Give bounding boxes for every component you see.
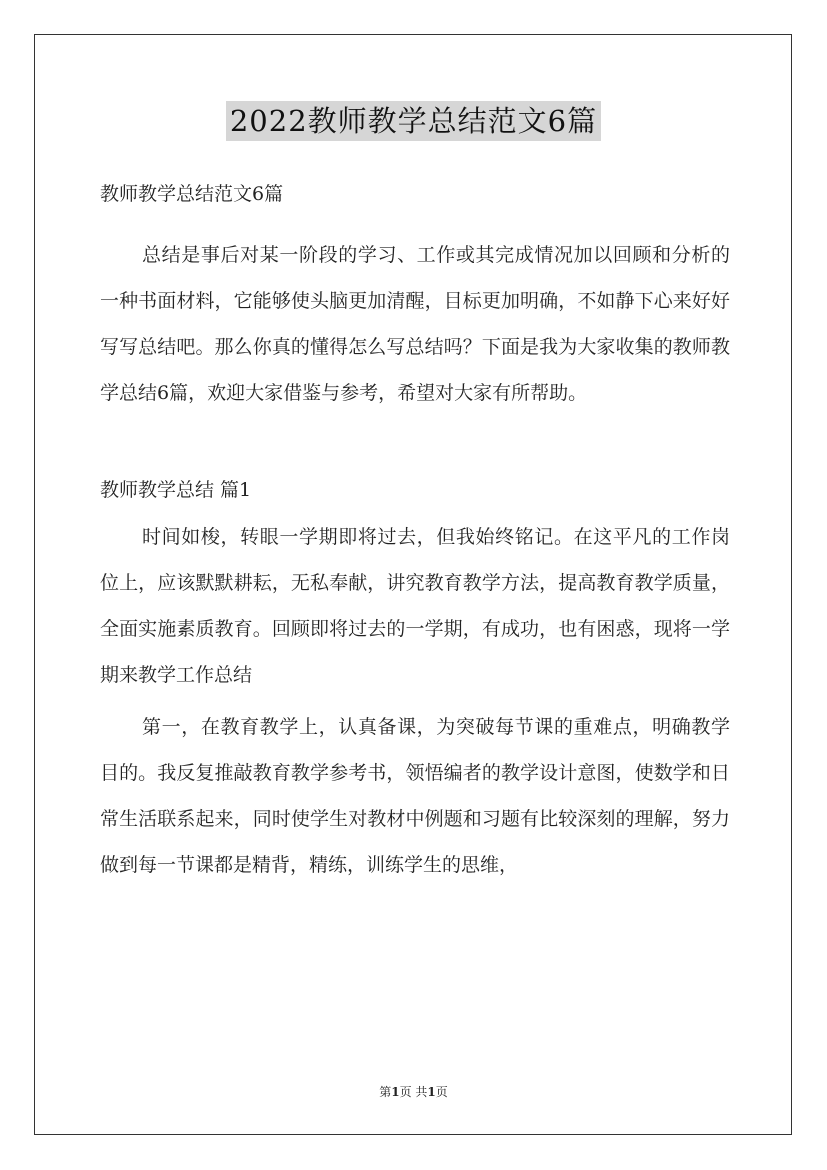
section-heading: 教师教学总结 篇1 [100,479,252,501]
document-subtitle: 教师教学总结范文6篇 [100,183,284,205]
footer-total-pages: 1 [427,1085,436,1099]
intro-paragraph: 总结是事后对某一阶段的学习、工作或其完成情况加以回顾和分析的一种书面材料，它能够使头脑更加清醒，目标更加明确，不如静下心来好好写写总结吧。那么你真的懂得怎么写总结吗？下面是我为大家收集的教师教学总结6篇，欢迎大家借鉴与参考，希望对大家有所帮助。 [100,244,730,404]
footer-page-number: 1 [391,1085,400,1099]
section-paragraph-2: 第一，在教育教学上，认真备课，为突破每节课的重难点，明确教学目的。我反复推敲教育教学参考书，领悟编者的教学设计意图，使数学和日常生活联系起来，同时使学生对教材中例题和习题有比较深刻的理解，努力做到每一节课都是精背，精练，训练学生的思维， [100,716,730,876]
page-footer [0,1083,827,1100]
document-body [100,176,730,888]
footer-suffix: 页 [435,1085,448,1099]
footer-prefix: 第 [379,1085,392,1099]
document-title: 2022教师教学总结范文6篇 [226,101,601,141]
section-paragraph-1: 时间如梭，转眼一学期即将过去，但我始终铭记。在这平凡的工作岗位上，应该默默耕耘，无私奉献，讲究教育教学方法，提高教育教学质量，全面实施素质教育。回顾即将过去的一学期，有成功，也有困惑，现将一学期来教学工作总结 [100,526,730,686]
title-container [0,101,827,141]
footer-mid: 页 共 [399,1085,428,1099]
